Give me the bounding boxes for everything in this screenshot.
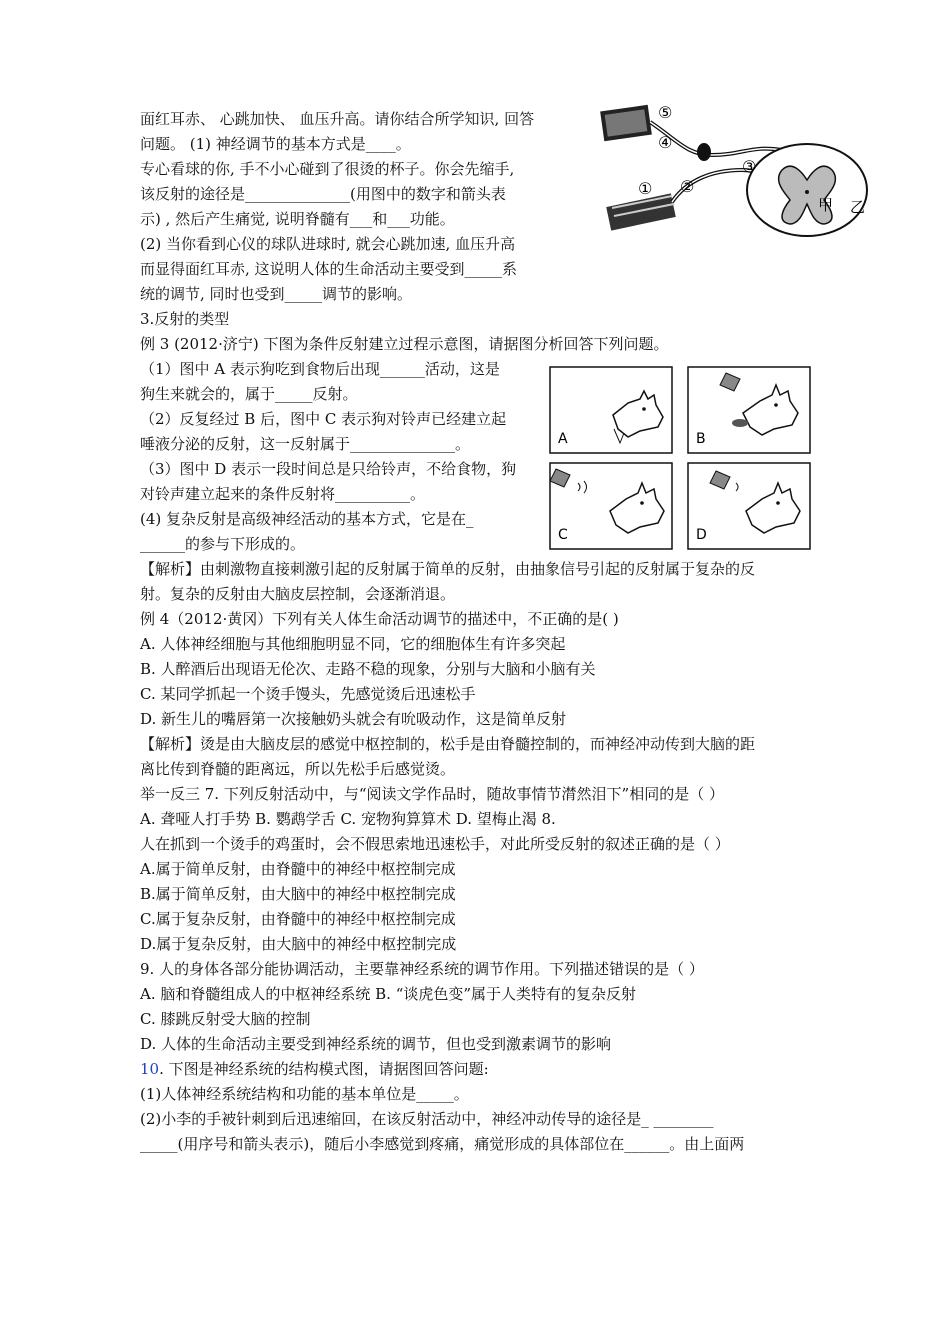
label-4: ④ bbox=[658, 133, 673, 152]
text-line: 例 4（2012·黄冈）下列有关人体生命活动调节的描述中，不正确的是( ) bbox=[140, 610, 619, 628]
panel-label-a: A bbox=[558, 431, 568, 447]
panel-label-b: B bbox=[696, 431, 706, 447]
section-heading: 3.反射的类型 bbox=[140, 310, 230, 328]
question-text: . 下图是神经系统的结构模式图，请据图回答问题: bbox=[159, 1060, 489, 1078]
panel-d bbox=[688, 463, 810, 549]
text-line: 9. 人的身体各部分能协调活动，主要靠神经系统的调节作用。下列描述错误的是（ ） bbox=[140, 960, 704, 978]
text-line: 而显得面红耳赤, 这说明人体的生命活动主要受到_____系 bbox=[140, 260, 518, 278]
analysis-text: 离比传到脊髓的距离远，所以先松手后感觉烫。 bbox=[140, 760, 456, 778]
text-line: 唾液分泌的反射，这一反射属于______________。 bbox=[140, 435, 471, 453]
text-line: 例 3 (2012·济宁) 下图为条件反射建立过程示意图，请据图分析回答下列问题。 bbox=[140, 335, 669, 353]
label-jia: 甲 bbox=[818, 196, 834, 214]
option-line: C. 膝跳反射受大脑的控制 bbox=[140, 1010, 311, 1028]
label-2: ② bbox=[680, 177, 695, 196]
text-line: (4) 复杂反射是高级神经活动的基本方式，它是在_ bbox=[140, 510, 474, 528]
food-icon bbox=[732, 419, 748, 427]
text-line: 统的调节, 同时也受到_____调节的影响。 bbox=[140, 285, 413, 303]
conditioned-reflex-figure bbox=[548, 365, 813, 550]
option-line: C.属于复杂反射，由脊髓中的神经中枢控制完成 bbox=[140, 910, 456, 928]
option-line: A. 人体神经细胞与其他细胞明显不同，它的细胞体生有许多突起 bbox=[140, 635, 566, 653]
option-line: A. 脑和脊髓组成人的中枢神经系统 B. “谈虎色变”属于人类特有的复杂反射 bbox=[140, 985, 637, 1003]
option-line: D. 新生儿的嘴唇第一次接触奶头就会有吮吸动作，这是简单反射 bbox=[140, 710, 567, 728]
reflex-arc-figure bbox=[592, 100, 882, 245]
skin-receptor-icon bbox=[600, 105, 652, 141]
option-line: B. 人醉酒后出现语无伦次、走路不稳的现象，分别与大脑和小脑有关 bbox=[140, 660, 596, 678]
text-line: (2)小李的手被针刺到后迅速缩回，在该反射活动中，神经冲动传导的途径是_ ________ bbox=[140, 1110, 714, 1128]
panel-label-d: D bbox=[696, 527, 707, 543]
text-line: (2) 当你看到心仪的球队进球时, 就会心跳加速, 血压升高 bbox=[140, 235, 516, 253]
question-number: 10 bbox=[140, 1060, 160, 1078]
text-line: 举一反三 7. 下列反射活动中，与“阅读文学作品时，随故事情节潸然泪下”相同的是（ ） bbox=[140, 785, 724, 803]
text-line: 人在抓到一个烫手的鸡蛋时，会不假思索地迅速松手，对此所受反射的叙述正确的是（ ） bbox=[140, 835, 730, 853]
text-line: ______的参与下形成的。 bbox=[140, 535, 306, 553]
text-line: 该反射的途径是______________(用图中的数字和箭头表 bbox=[140, 185, 506, 203]
muscle-effector-icon bbox=[606, 193, 676, 230]
panel-b bbox=[688, 367, 810, 453]
panel-label-c: C bbox=[558, 527, 568, 543]
text-line: （2）反复经过 B 后，图中 C 表示狗对铃声已经建立起 bbox=[140, 410, 507, 428]
text-line: 对铃声建立起来的条件反射将__________。 bbox=[140, 485, 426, 503]
panel-a bbox=[550, 367, 672, 453]
text-line: 狗生来就会的，属于_____反射。 bbox=[140, 385, 358, 403]
text-line: 面红耳赤、 心跳加快、 血压升高。请你结合所学知识, 回答 bbox=[140, 110, 535, 128]
label-5: ⑤ bbox=[658, 103, 673, 122]
option-line: C. 某同学抓起一个烫手馒头，先感觉烫后迅速松手 bbox=[140, 685, 476, 703]
panel-c bbox=[550, 463, 672, 549]
option-line: D. 人体的生命活动主要受到神经系统的调节，但也受到激素调节的影响 bbox=[140, 1035, 612, 1053]
question-10-line bbox=[140, 1060, 489, 1078]
text-line: （1）图中 A 表示狗吃到食物后出现______活动，这是 bbox=[140, 360, 500, 378]
text-line: 问题。 (1) 神经调节的基本方式是____。 bbox=[140, 135, 411, 153]
text-line: _____(用序号和箭头表示)，随后小李感觉到疼痛，痛觉形成的具体部位在______。由上面两 bbox=[140, 1135, 745, 1153]
analysis-text: 射。复杂的反射由大脑皮层控制，会逐渐消退。 bbox=[140, 585, 456, 603]
text-line: (1)人体神经系统结构和功能的基本单位是_____。 bbox=[140, 1085, 469, 1103]
option-line: A.属于简单反射，由脊髓中的神经中枢控制完成 bbox=[140, 860, 456, 878]
ganglion bbox=[697, 143, 711, 161]
label-3: ③ bbox=[742, 157, 757, 176]
label-1: ① bbox=[638, 179, 653, 198]
option-line: A. 聋哑人打手势 B. 鹦鹉学舌 C. 宠物狗算算术 D. 望梅止渴 8. bbox=[140, 810, 556, 828]
text-line: （3）图中 D 表示一段时间总是只给铃声，不给食物，狗 bbox=[140, 460, 517, 478]
label-yi: 乙 bbox=[850, 198, 866, 216]
analysis-text: 【解析】烫是由大脑皮层的感觉中枢控制的，松手是由脊髓控制的，而神经冲动传到大脑的距 bbox=[140, 735, 756, 753]
analysis-text: 【解析】由刺激物直接刺激引起的反射属于简单的反射，由抽象信号引起的反射属于复杂的反 bbox=[140, 560, 756, 578]
option-line: B.属于简单反射，由大脑中的神经中枢控制完成 bbox=[140, 885, 456, 903]
text-line: 示) , 然后产生痛觉, 说明脊髓有___和___功能。 bbox=[140, 210, 455, 228]
text-line: 专心看球的你, 手不小心碰到了很烫的杯子。你会先缩手, bbox=[140, 160, 515, 178]
option-line: D.属于复杂反射，由大脑中的神经中枢控制完成 bbox=[140, 935, 457, 953]
